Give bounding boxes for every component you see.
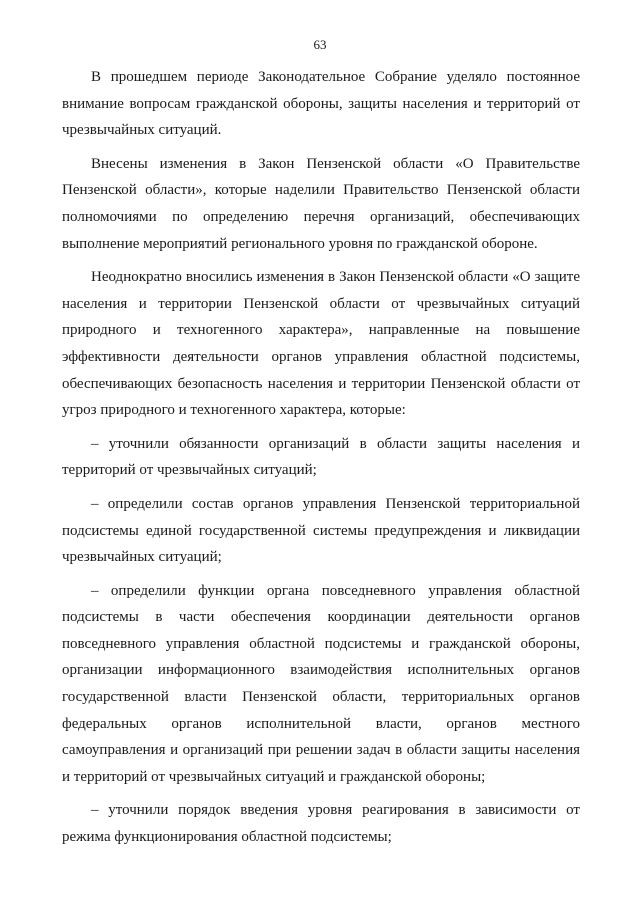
- page-number: 63: [313, 37, 327, 52]
- list-item: – определили состав органов управления Пензенской территориальной подсистемы единой государственной системы предупреждения и ликвидации чрезвычайных ситуаций;: [62, 495, 580, 566]
- paragraph: Внесены изменения в Закон Пензенской области «О Правительстве Пензенской области», которые наделили Правительство Пензенской области полномочиями по определению перечня организаций, обеспечивающих выполнение мероприятий регионального уровня по гражданской обороне.: [62, 155, 580, 252]
- list-item: – уточнили порядок введения уровня реагирования в зависимости от режима функционирования областной подсистемы;: [62, 802, 580, 846]
- list-item: – уточнили обязанности организаций в области защиты населения и территорий от чрезвычайных ситуаций;: [62, 435, 580, 479]
- paragraph: Неоднократно вносились изменения в Закон Пензенской области «О защите населения и территории Пензенской области от чрезвычайных ситуаций природного и техногенного характера», направленные на повышение эффективности деятельности органов управления областной подсистемы, обеспечивающих безопасность населения и территории Пензенской области от угроз природного и техногенного характера, которые:: [62, 269, 580, 419]
- paragraph: В прошедшем периоде Законодательное Собрание уделяло постоянное внимание вопросам гражданской обороны, защиты населения и территорий от чрезвычайных ситуаций.: [62, 69, 580, 139]
- list-item: – определили функции органа повседневного управления областной подсистемы в части обеспечения координации деятельности органов повседневного управления областной подсистемы и гражданской обороны, организации информационного взаимодействия исполнительных органов государственной власти Пензенской области, территориальных органов федеральных органов исполнительной власти, органов местного самоуправления и организаций при решении задач в области защиты населения и территорий от чрезвычайных ситуаций и гражданской обороны;: [62, 582, 580, 785]
- document-body: [62, 64, 580, 858]
